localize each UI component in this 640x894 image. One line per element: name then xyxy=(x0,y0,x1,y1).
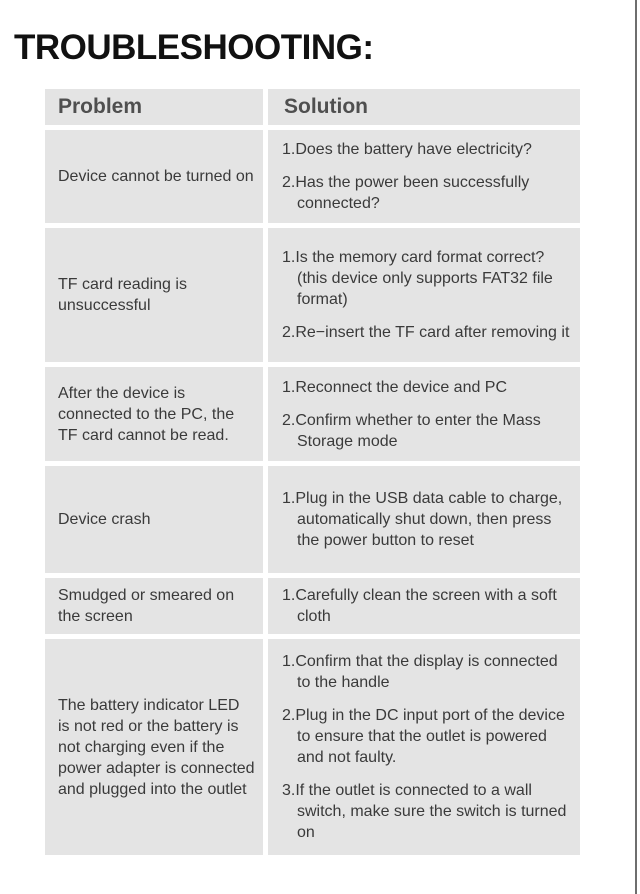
solution-cell xyxy=(268,639,580,855)
table-row xyxy=(45,228,580,362)
solution-item: 1.Carefully clean the screen with a soft cloth xyxy=(282,587,557,625)
solution-item: 1.Plug in the USB data cable to charge, automatically shut down, then press the power button to reset xyxy=(282,490,563,549)
problem-cell xyxy=(45,466,263,573)
solution-item: 1.Reconnect the device and PC xyxy=(282,378,508,396)
solution-cell xyxy=(268,130,580,223)
problem-text: Device crash xyxy=(58,511,151,528)
troubleshooting-table xyxy=(45,89,580,860)
solution-cell xyxy=(268,228,580,362)
problem-cell xyxy=(45,367,263,461)
solution-item: 1.Does the battery have electricity? xyxy=(282,141,532,158)
solution-item: 2.Re−insert the TF card after removing it xyxy=(282,324,570,341)
solution-cell xyxy=(268,578,580,634)
table-row xyxy=(45,639,580,855)
problem-text: TF card reading is unsuccessful xyxy=(58,276,187,314)
solution-item: 2.Confirm whether to enter the Mass Storage mode xyxy=(282,411,541,450)
solution-column-header xyxy=(268,89,580,125)
solution-header-label: Solution xyxy=(284,95,368,118)
solution-item: 3.If the outlet is connected to a wall switch, make sure the switch is turned on xyxy=(282,782,567,841)
solution-item: 2.Plug in the DC input port of the device to ensure that the outlet is powered and not faulty. xyxy=(282,707,565,766)
problem-cell xyxy=(45,639,263,855)
solution-item: 1.Is the memory card format correct? (this device only supports FAT32 file format) xyxy=(282,249,553,308)
page-edge-line xyxy=(635,0,637,894)
table-row xyxy=(45,578,580,634)
problem-text: Smudged or smeared on the screen xyxy=(58,587,235,625)
problem-cell xyxy=(45,130,263,223)
problem-cell xyxy=(45,228,263,362)
table-row xyxy=(45,130,580,223)
page-title: TROUBLESHOOTING: xyxy=(14,28,374,67)
solution-cell xyxy=(268,466,580,573)
solution-item: 2.Has the power been successfully connected? xyxy=(282,174,530,212)
problem-cell xyxy=(45,578,263,634)
table-row xyxy=(45,367,580,461)
solution-cell xyxy=(268,367,580,461)
solution-item: 1.Confirm that the display is connected to the handle xyxy=(282,653,558,691)
problem-text: The battery indicator LED is not red or the battery is not charging even if the power adapter is connected and plugged into the outlet xyxy=(58,696,255,798)
table-row xyxy=(45,466,580,573)
problem-text: Device cannot be turned on xyxy=(58,168,254,185)
problem-text: After the device is connected to the PC, the TF card cannot be read. xyxy=(58,384,235,444)
problem-header-label: Problem xyxy=(58,95,143,118)
problem-column-header xyxy=(45,89,263,125)
table-header-row xyxy=(45,89,580,125)
